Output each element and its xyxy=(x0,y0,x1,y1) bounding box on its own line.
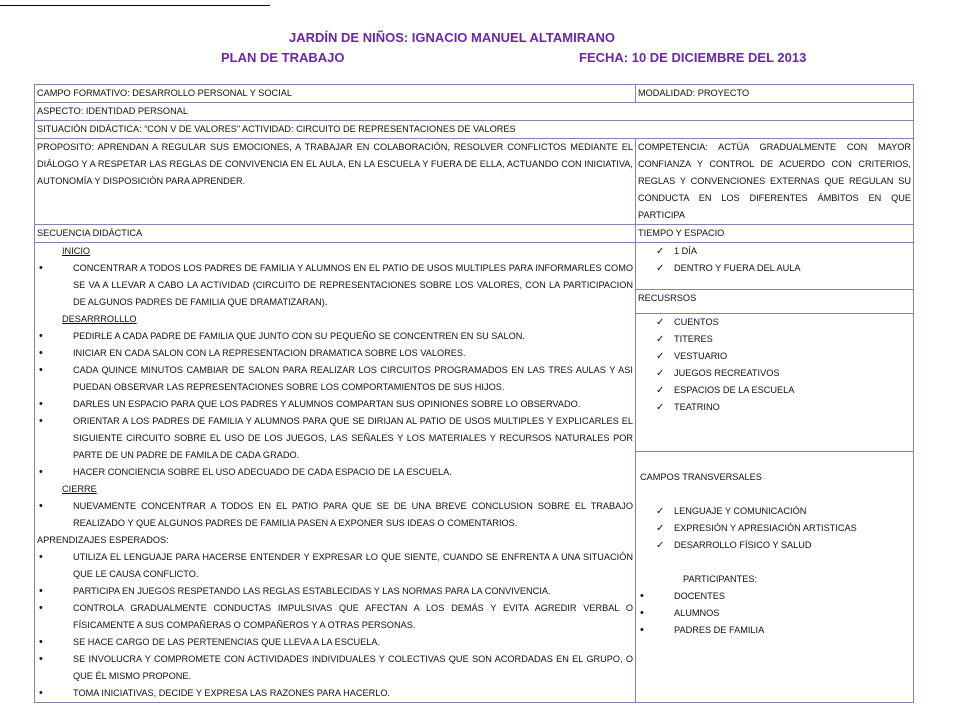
checkmark-icon: ✓ xyxy=(656,316,665,328)
checkmark-icon: ✓ xyxy=(656,263,665,274)
plan-title: PLAN DE TRABAJO xyxy=(221,50,345,65)
checklist-label: DESARROLLO FÍSICO Y SALUD xyxy=(674,539,812,550)
tiempo-list xyxy=(638,243,911,277)
list-item: • SE HACE CARGO DE LAS PERTENENCIAS QUE LLEVA A LA ESCUELA. xyxy=(37,634,633,651)
work-plan-table xyxy=(34,84,914,703)
modalidad-cell: MODALIDAD: PROYECTO xyxy=(636,85,914,103)
checklist-label: JUEGOS RECREATIVOS xyxy=(674,367,780,378)
checklist-item xyxy=(638,243,911,260)
list-item: • PADRES DE FAMILIA xyxy=(638,622,911,639)
campos-list xyxy=(638,503,911,554)
checklist-item xyxy=(638,331,911,348)
checklist-item xyxy=(638,399,911,416)
aspecto-cell: ASPECTO: IDENTIDAD PERSONAL xyxy=(35,103,914,121)
tiempo-cell xyxy=(636,243,914,290)
list-item: • UTILIZA EL LENGUAJE PARA HACERSE ENTENDER Y EXPRESAR LO QUE SIENTE, CUANDO SE ENFRENTA A UNA SITUACIÓN QUE LE CAUSA CONFLICTO. xyxy=(37,549,633,583)
tiempo-header: TIEMPO Y ESPACIO xyxy=(636,225,914,243)
date-title: FECHA: 10 DE DICIEMBRE DEL 2013 xyxy=(579,50,807,65)
list-item: • CONTROLA GRADUALMENTE CONDUCTAS IMPULSIVAS QUE AFECTAN A LOS DEMÁS Y EVITA AGREDIR VERBAL O FÍSICAMENTE A SUS COMPAÑERAS O COMPAÑEROS Y A OTRAS PERSONAS. xyxy=(37,600,633,634)
list-item: • ORIENTAR A LOS PADRES DE FAMILIA Y ALUMNOS PARA QUE SE DIRIJAN AL PATIO DE USOS MULTIPLES Y EXPLICARLES EL SIGUIENTE CIRCUITO SOBRE EL USO DE LOS JUEGOS, LAS SEÑALES Y LOS MATERIALES Y RECURSOS NATURALES POR PARTE DE UN PADRE DE FAMILA DE CADA GRADO. xyxy=(37,413,633,464)
inicio-list xyxy=(37,260,633,311)
secuencia-cell xyxy=(35,243,636,703)
list-item: • DOCENTES xyxy=(638,588,911,605)
recursos-list xyxy=(638,314,911,416)
checklist-item xyxy=(638,520,911,537)
checkmark-icon: ✓ xyxy=(656,333,665,345)
school-title: JARDÍN DE NIÑOS: IGNACIO MANUEL ALTAMIRANO xyxy=(289,30,615,45)
list-item: • TOMA INICIATIVAS, DECIDE Y EXPRESA LAS RAZONES PARA HACERLO. xyxy=(37,685,633,702)
list-item: • SE INVOLUCRA Y COMPROMETE CON ACTIVIDADES INDIVIDUALES Y COLECTIVAS QUE SON ACORDADAS EN EL GRUPO, O QUE ÉL MISMO PROPONE. xyxy=(37,651,633,685)
checkmark-icon: ✓ xyxy=(656,246,665,257)
aprendizajes-list xyxy=(37,549,633,702)
desarrollo-heading: DESARRROLLLO xyxy=(62,314,137,324)
checkmark-icon: ✓ xyxy=(656,505,665,517)
checklist-label: DENTRO Y FUERA DEL AULA xyxy=(674,263,801,273)
situacion-cell: SITUACIÓN DIDÁCTICA: “CON V DE VALORES” ACTIVIDAD: CIRCUITO DE REPRESENTACIONES DE VALORES xyxy=(35,121,914,139)
checklist-label: LENGUAJE Y COMUNICACIÓN xyxy=(674,505,807,516)
top-rule xyxy=(0,5,270,6)
campos-cell xyxy=(636,451,914,702)
cierre-heading: CIERRE xyxy=(62,484,97,494)
list-item: • DARLES UN ESPACIO PARA QUE LOS PADRES Y ALUMNOS COMPARTAN SUS OPINIONES SOBRE LO OBSERVADO. xyxy=(37,396,633,413)
checklist-item xyxy=(638,503,911,520)
list-item: • CONCENTRAR A TODOS LOS PADRES DE FAMILIA Y ALUMNOS EN EL PATIO DE USOS MULTIPLES PARA INFORMARLES COMO SE VA A LLEVAR A CABO LA ACTIVIDAD (CIRCUITO DE REPRESENTACIONES SOBRE LOS VALORES, CON LA PARTICIPACION DE ALGUNOS PADRES DE FAMILIA QUE DRAMATIZARAN). xyxy=(37,260,633,311)
checklist-label: ESPACIOS DE LA ESCUELA xyxy=(674,384,795,395)
checklist-item xyxy=(638,365,911,382)
campo-formativo-cell: CAMPO FORMATIVO: DESARROLLO PERSONAL Y SOCIAL xyxy=(35,85,636,103)
list-item: • PEDIRLE A CADA PADRE DE FAMILIA QUE JUNTO CON SU PEQUEÑO SE CONCENTREN EN SU SALON. xyxy=(37,328,633,345)
checklist-label: EXPRESIÓN Y APRESIACIÓN ARTISTICAS xyxy=(674,522,857,533)
checkmark-icon: ✓ xyxy=(656,367,665,379)
list-item: • NUEVAMENTE CONCENTRAR A TODOS EN EL PATIO PARA QUE SE DE UNA BREVE CONCLUSION SOBRE EL TRABAJO REALIZADO Y QUE ALGUNOS PADRES DE FAMILIA PASEN A EXPONER SUS IDEAS O COMENTARIOS. xyxy=(37,498,633,532)
checkmark-icon: ✓ xyxy=(656,522,665,534)
checkmark-icon: ✓ xyxy=(656,539,665,551)
checklist-label: TITERES xyxy=(674,333,713,344)
checklist-label: TEATRINO xyxy=(674,401,720,412)
checklist-item xyxy=(638,537,911,554)
checkmark-icon: ✓ xyxy=(656,350,665,362)
checklist-label: CUENTOS xyxy=(674,316,719,327)
desarrollo-list xyxy=(37,328,633,481)
inicio-heading: INICIO xyxy=(62,246,91,256)
participantes-heading: PARTICIPANTES: xyxy=(683,573,758,584)
participantes-list xyxy=(638,588,911,639)
checkmark-icon: ✓ xyxy=(656,401,665,413)
list-item: • PARTICIPA EN JUEGOS RESPETANDO LAS REGLAS ESTABLECIDAS Y LAS NORMAS PARA LA CONVIVENCIA. xyxy=(37,583,633,600)
checkmark-icon: ✓ xyxy=(656,384,665,396)
checklist-item xyxy=(638,382,911,399)
checklist-item xyxy=(638,260,911,277)
recursos-header: RECUSRSOS xyxy=(636,289,914,313)
aprendizajes-heading: APRENDIZAJES ESPERADOS: xyxy=(37,535,169,545)
competencia-cell: COMPETENCIA: ACTÚA GRADUALMENTE CON MAYOR CONFIANZA Y CONTROL DE ACUERDO CON CRITERIOS, REGLAS Y CONVENCIONES EXTERNAS QUE REGULAN SU CONDUCTA EN LOS DIFERENTES ÁMBITOS EN QUE PARTICIPA xyxy=(636,139,914,225)
secuencia-header: SECUENCIA DIDÁCTICA xyxy=(35,225,636,243)
checklist-label: 1 DÍA xyxy=(674,246,697,256)
checklist-item xyxy=(638,348,911,365)
list-item: • ALUMNOS xyxy=(638,605,911,622)
checklist-item xyxy=(638,314,911,331)
campos-heading: CAMPOS TRANSVERSALES xyxy=(640,471,762,482)
list-item: • CADA QUINCE MINUTOS CAMBIAR DE SALON PARA REALIZAR LOS CIRCUITOS PROGRAMADOS EN LAS TRES AULAS Y ASI PUEDAN OBSERVAR LAS REPRESENTACIONES SOBRE LOS COMPORTAMIENTOS DE SUS HIJOS. xyxy=(37,362,633,396)
cierre-list xyxy=(37,498,633,532)
recursos-cell xyxy=(636,313,914,451)
proposito-cell: PROPOSITO: APRENDAN A REGULAR SUS EMOCIONES, A TRABAJAR EN COLABORACIÓN, RESOLVER CONFLICTOS MEDIANTE EL DIÁLOGO Y A RESPETAR LAS REGLAS DE CONVIVENCIA EN EL AULA, EN LA ESCUELA Y FUERA DE ELLA, ACTUANDO CON INICIATIVA, AUTONOMÍA Y DISPOSICIÓN PARA APRENDER. xyxy=(35,139,636,225)
checklist-label: VESTUARIO xyxy=(674,350,728,361)
list-item: • INICIAR EN CADA SALON CON LA REPRESENTACION DRAMATICA SOBRE LOS VALORES. xyxy=(37,345,633,362)
list-item: • HACER CONCIENCIA SOBRE EL USO ADECUADO DE CADA ESPACIO DE LA ESCUELA. xyxy=(37,464,633,481)
